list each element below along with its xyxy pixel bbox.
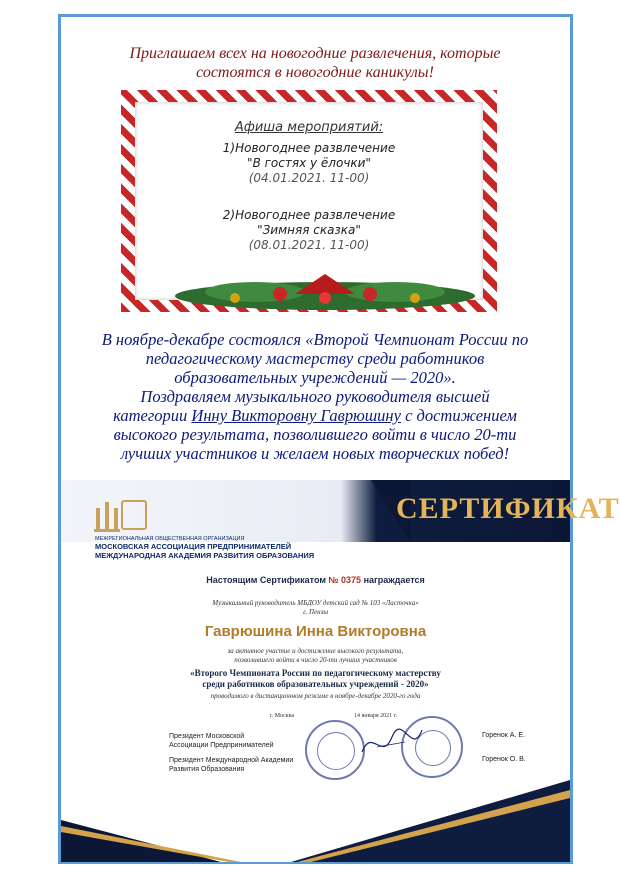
main-line-3: образовательных учреждений — 2020». (174, 368, 456, 387)
main-line-5-start: категории (113, 406, 192, 425)
certificate-footer-decoration (61, 780, 570, 862)
championship-line-2: среди работников образовательных учреждений - 2020» (202, 679, 429, 689)
president-1-line-2: Ассоциации Предпринимателей (169, 742, 274, 749)
invitation-line-2: состоятся в новогодние каникулы! (196, 64, 434, 81)
president-2-line-1: Президент Международной Академии (169, 757, 294, 764)
main-line-6: высокого результата, позволившего войти в число 20-ти (113, 425, 517, 444)
president-2-title (169, 756, 293, 774)
stamp-1-icon (305, 720, 365, 780)
main-line-1: В ноябре-декабре состоялся «Второй Чемпионат России по (101, 330, 529, 349)
issue-city: г. Москва (270, 713, 295, 719)
president-1-title (169, 732, 274, 750)
invitation-line-1: Приглашаем всех на новогодние развлечения, которые (129, 45, 501, 62)
award-prefix: Настоящим Сертификатом (206, 575, 329, 585)
recipient-name: Гаврюшина Инна Викторовна (204, 623, 427, 640)
congratulation-text (60, 330, 570, 463)
award-line (61, 575, 570, 585)
poster-card (135, 102, 483, 300)
org-type: МЕЖРЕГИОНАЛЬНАЯ ОБЩЕСТВЕННАЯ ОРГАНИЗАЦИЯ (95, 536, 245, 542)
award-suffix: награждается (361, 575, 425, 585)
signature-icon (357, 722, 427, 764)
event-2-title: 2)Новогоднее развлечение (222, 208, 396, 222)
org-name-1: МОСКОВСКАЯ АССОЦИАЦИЯ ПРЕДПРИНИМАТЕЛЕЙ (95, 542, 292, 551)
events-poster (121, 90, 497, 312)
issue-date: 14 января 2021 г. (354, 713, 397, 719)
event-2-name: "Зимняя сказка" (257, 223, 361, 237)
main-line-5-end: с достижением (400, 406, 517, 425)
event-1-name: "В гостях у ёлочки" (247, 156, 371, 170)
poster-title: Афиша мероприятий: (234, 120, 384, 135)
reason-line-1: за активное участие и достижение высокого результата, (227, 647, 404, 655)
event-1-title: 1)Новогоднее развлечение (222, 141, 396, 155)
position-line-2: г. Пензы (302, 608, 329, 616)
event-2-date: (08.01.2021. 11-00) (248, 238, 370, 252)
president-1-line-1: Президент Московской (169, 733, 245, 740)
signatory-1: Горенок А. Е. (482, 732, 525, 739)
remote-note: проводимого в дистанционном режиме в ноябре-декабре 2020-го года (210, 692, 421, 700)
main-line-5 (60, 406, 570, 425)
award-reason (61, 647, 570, 665)
championship-line-1: «Второго Чемпионата России по педагогическому мастерству (190, 668, 441, 678)
org-name-2: МЕЖДУНАРОДНАЯ АКАДЕМИЯ РАЗВИТИЯ ОБРАЗОВАНИЯ (95, 551, 315, 560)
main-line-7: лучших участников и желаем новых творческих побед! (120, 444, 510, 463)
certificate-title: СЕРТИФИКАТ (396, 492, 620, 525)
certificate (61, 480, 620, 862)
signatory-2: Горенок О. В. (482, 756, 526, 763)
certificate-number: № 0375 (328, 575, 362, 585)
christmas-garland-icon (175, 264, 475, 308)
invitation-text (60, 44, 570, 82)
teacher-name-link: Инну Викторовну Гаврюшину (191, 406, 401, 425)
columns-logo-icon (94, 498, 120, 532)
main-line-2: педагогическому мастерству среди работников (145, 349, 485, 368)
main-line-4: Поздравляем музыкального руководителя высшей (140, 387, 490, 406)
academy-logo-icon (121, 500, 147, 530)
president-2-line-2: Развития Образования (169, 766, 245, 773)
recipient-position (61, 599, 570, 617)
reason-line-2: позволившего войти в число 20-ти лучших участников (234, 656, 397, 664)
event-1-date: (04.01.2021. 11-00) (248, 171, 370, 185)
position-line-1: Музыкальный руководитель МБДОУ детский сад № 103 «Ласточка» (212, 599, 419, 607)
championship-name (61, 668, 570, 690)
